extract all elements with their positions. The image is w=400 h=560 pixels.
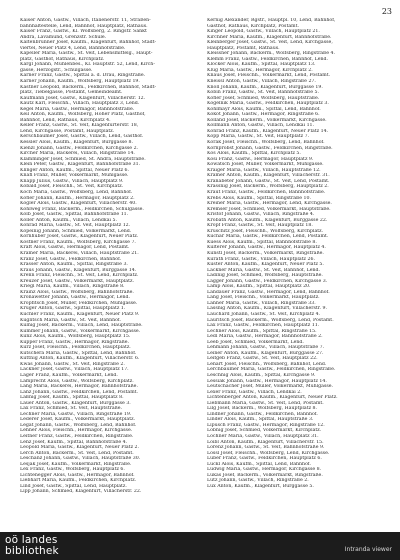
directory-entry: Kleinberger Josef, Gastw., St. Veit, Lend, Kirchgasse, bbox=[207, 40, 333, 46]
directory-entry: Kurath Franz, Gastw., Villach, Hauptplatz 26. bbox=[207, 256, 315, 262]
directory-entry: Kneissl Anton, Gastw., Villach, Ringstraße 27. bbox=[207, 79, 316, 85]
directory-entry: Kastner Leopold, Bäckerm., Feldkirchen, Bahnhof, Stadt- bbox=[20, 84, 157, 90]
directory-entry: Klein Peter, Gastw., Klagenfurt, Bahnhofstraße 31. bbox=[20, 162, 141, 168]
directory-entry: Lipusch Franz, Gastw., Hermagor, Ringstraße 12. bbox=[207, 422, 325, 428]
directory-entry: Kupper Franz, Gastw., Hermagor, Ringstraße. bbox=[20, 339, 130, 345]
directory-entry: Klamminger Josef, Schmied, St. Andrä, Hauptstraße. bbox=[20, 156, 146, 162]
directory-entry: Lassnig Anton, Kaufm., Klagenfurt, Villacherstr. 9. bbox=[207, 306, 327, 312]
directory-entry: Kuchler Franz, Kaufm., Klagenfurt, Neuer Platz 9. bbox=[20, 311, 140, 317]
directory-entry: Kessler Alois, Kaufm., Klagenfurt, Burggasse 8. bbox=[20, 140, 134, 146]
directory-entry: Andrä, Lavamünd, Grenzstr. Schule. bbox=[20, 34, 107, 40]
directory-entry: Legat Johann, Gastw., Wolfsberg, Lend, Bahnhof. bbox=[20, 422, 137, 428]
directory-entry: Kunz Alois, Kaufm., Wolfsberg, Hauptplatz 15. bbox=[20, 334, 131, 340]
directory-entry: Krassnig Josef, Bäckerm., Wolfsberg, Hauptplatz 2. bbox=[207, 184, 329, 190]
directory-entry: Kranabeter Johann, Gastw., St. Veit, Lend, Postamt. bbox=[207, 178, 330, 184]
directory-entry: Kaiser Franz, Gastw., Kl. Wolfsberg, 2. Ringstr. Sankt bbox=[20, 29, 147, 35]
directory-entry: Lobnig Josef, Schmied, Völkermarkt, Kirchplatz. bbox=[207, 428, 322, 434]
directory-entry: Lang Josef, Fleischh., Völkermarkt, Hauptplatz. bbox=[207, 295, 320, 301]
directory-entry: Gasthof, Rathaus, Kirchplatz, Postamt. bbox=[207, 23, 299, 29]
directory-entry: Lesjak Josef, Kaufm., Völkermarkt, Ringstraße. bbox=[20, 461, 132, 467]
directory-entry: Knapp Julius, Gastw., Villach, Hauptplatz 9. bbox=[20, 178, 124, 184]
directory-entry: Kogelnik Maria, Gastw., Feldkirchen, Hauptplatz 3. bbox=[207, 101, 329, 107]
directory-entry: Kleissner Johann, Bäckerm., Wolfsberg, Ringstraße 4. bbox=[207, 51, 335, 57]
directory-entry: Leopold Maria, Gastw., Klagenfurt, Neuer Platz 2. bbox=[20, 445, 139, 451]
directory-entry: Knoll Johann, Kaufm., Klagenfurt, Burggasse 19. bbox=[207, 84, 323, 90]
directory-entry: Lexer Franz, Gastw., Villach, Lendkai 2. bbox=[207, 389, 302, 395]
directory-entry: Lukas Josef, Bäckerm., Völkermarkt, Ringstraße. bbox=[207, 472, 323, 478]
directory-entry: Lauchard Johann, Gastw., St. Veit, Kirchplatz 4. bbox=[207, 311, 321, 317]
directory-entry: Lex Franz, Gastw., Wolfsberg, Hauptplatz 6. bbox=[20, 467, 125, 473]
directory-entry: Kropfitsch Josef, Müller, Feldkirchen, Mühlgasse. bbox=[20, 300, 138, 306]
directory-entry: Lax Franz, Schmied, St. Veit, Hauptstraße. bbox=[20, 406, 123, 412]
directory-entry: Kornhuber Josef, Gastw., Klagenfurt, Neuer Platz. bbox=[20, 234, 139, 240]
directory-entry: Kargl Johann, Mühlenbes., Kl. Hauptstr. 52, Lend, Kirch- bbox=[20, 62, 155, 68]
directory-entry: Kraus Johann, Gastw., Klagenfurt, Burggasse 14. bbox=[20, 267, 137, 273]
directory-entry: Krobath Anton, Kaufm., Klagenfurt, Burggasse 22. bbox=[207, 217, 328, 223]
directory-entry: Kummer Johann, Gastw., Völkermarkt, Kirchgasse. bbox=[20, 328, 141, 334]
library-logo[interactable] bbox=[5, 535, 59, 556]
directory-entry: Kruschitz Josef, Fleischh., Wolfsberg, Kirchplatz. bbox=[207, 228, 324, 234]
directory-entry: Lenz Josef, Kaufm., Spittal, Bahnhofstraße 4. bbox=[20, 439, 128, 445]
viewer-footer bbox=[0, 532, 400, 560]
directory-entry: Kolland Josef, Bäckerm., Völkermarkt, Kirchgasse. bbox=[207, 117, 327, 123]
directory-entry: Leschnig Alois, Kaufm., Spittal, Kirchgasse 9. bbox=[207, 373, 316, 378]
directory-entry: Kraiger Maria, Gastw., Villach, Hauptstraße 12. bbox=[207, 167, 321, 173]
directory-entry: Lanz Johann, Gastw., Feldkirchen, Lend, Postamt. bbox=[20, 389, 139, 395]
directory-entry: Lend, Kirchgasse, Postamt, Hauptplatz. bbox=[20, 128, 115, 134]
directory-entry: Linder Alois, Kaufm., Spittal, Hauptstraße 3. bbox=[207, 417, 314, 423]
directory-entry: Hauptplatz, Postamt, Rathaus. bbox=[207, 45, 280, 51]
directory-entry: Kautz Karl, Fleischh., Villach, Hauptplatz 3, Lend. bbox=[20, 101, 140, 107]
directory-entry: Kriegl Maria, Kaufm., Villach, Ringstraße 8. bbox=[20, 284, 125, 290]
directory-entry: Karner Johann, Kaufm., Wolfsberg, Hauptplatz 19. bbox=[20, 79, 140, 85]
directory-entry: Lückl Alois, Kaufm., Spittal, Lend, Bahnhof. bbox=[207, 461, 311, 467]
directory-entry: Kwas Johann, Gastw., St. Veit, Ringstraße 2. bbox=[20, 361, 125, 367]
directory-entry: gasse, Herzogstr., Schulgasse. bbox=[20, 67, 93, 73]
directory-entry: Lechner Maria, Gastw., Villach, Ringstraße 19. bbox=[20, 411, 132, 417]
directory-entry: Kronawetter Johann, Gastw., Hermagor, Lend. bbox=[20, 295, 130, 301]
directory-entry: Klocker Alois, Kaufm., Spittal, Hauptplatz 13. bbox=[207, 62, 316, 68]
directory-entry: Kunstl Josef, Bäckerm., Völkermarkt, Ringstraße. bbox=[207, 250, 324, 256]
directory-entry: Lamprecht Alois, Gastw., Wolfsberg, Kirchplatz. bbox=[20, 378, 134, 384]
directory-entry: Krainz Alois, Gastw., Wolfsberg, Bahnhofstraße. bbox=[20, 289, 134, 295]
directory-entry: Leiner Anton, Kaufm., Klagenfurt, Burggasse 27. bbox=[207, 350, 324, 356]
directory-entry: Kapeller Maria, Gastw., St. Veit, Lebensmittelg., Haupt- bbox=[20, 51, 153, 57]
directory-entry: Keil Anton, Kaufm., Wolfsberg, Hoher Platz, Gasthof, bbox=[20, 112, 146, 118]
directory-entry: Leitner Franz, Gastw., Feldkirchen, Ringstraße. bbox=[20, 434, 134, 440]
directory-entry: Kornprobst Johann, Gastw., Feldkirchen, Ringstraße. bbox=[207, 145, 333, 151]
directory-entry: Leeb Josef, Schmied, Völkermarkt, Lend. bbox=[207, 339, 304, 345]
directory-entry: Lax Franz, Gastw., Feldkirchen, Hauptplatz 11. bbox=[207, 323, 320, 329]
directory-entry: Kegel Maria, Gastw., Hermagor, Bahnhofstraße. bbox=[20, 106, 135, 112]
directory-entry: Kollmann Anton, Gastw., Villach, Lendkai 11. bbox=[207, 123, 315, 129]
directory-entry: Kosi Franz, Gastw., Hermagor, Hauptplatz 9. bbox=[207, 156, 314, 162]
directory-entry: Landauer Franz, Gastw., Hermagor, Lend, Bahnhof. bbox=[207, 289, 330, 295]
directory-entry: Kos Alois, Kaufm., Spittal, Kirchplatz 5. bbox=[207, 151, 301, 157]
directory-entry: Kowatsch Josef, Müller, Völkermarkt, Mühlgasse. bbox=[207, 162, 324, 168]
directory-entry: Leschanz Johann, Gastw., Villach, Hauptstraße 30. bbox=[20, 456, 141, 462]
directory-entry: Kreiner Maria, Gastw., Hermagor, Lend, Kirchgasse. bbox=[207, 201, 332, 207]
directory-entry: Kokot Johann, Gastw., Hermagor, Ringstraße 6. bbox=[207, 112, 320, 118]
directory-entry: Klug Maria, Gastw., Hermagor, Kirchplatz 2. bbox=[207, 67, 313, 73]
directory-entry: Ledl Maria, Gastw., Hermagor, Bahnhofstraße 2. bbox=[207, 334, 323, 340]
directory-entry: Lorenz Johann, Gastw., St. Veit, Bahnhofstraße 9. bbox=[207, 445, 325, 451]
directory-entry: Leutschacher Josef, Müller, Völkermarkt, Mühlgasse. bbox=[207, 384, 334, 390]
directory-entry: Kobin Franz, Gastw., St. Veit, Bahnhofstraße 5. bbox=[207, 90, 319, 96]
directory-entry: Kaiser Anton, Gastw., Villach, Italienerstr. 11, Straßen- bbox=[20, 18, 151, 23]
directory-entry: Lackner Josef, Gastw., Villach, Hauptplatz 17. bbox=[20, 367, 129, 373]
directory-entry: Lederer Josef, Kaufm., Völkermarkt, Hauptplatz. bbox=[20, 417, 136, 423]
directory-entry: Lilg Josef, Bäckerm., Wolfsberg, Hauptplatz 8. bbox=[207, 406, 318, 412]
directory-entry: Klinger Anton, Kaufm., Spittal, Neuer Platz 6. bbox=[20, 167, 130, 173]
directory-entry: Lessiak Johann, Gastw., Hermagor, Hauptplatz 14. bbox=[207, 378, 327, 384]
viewer-label[interactable]: Intranda viewer bbox=[344, 546, 392, 553]
directory-entry: Kristof Johann, Gastw., Villach, Ringstraße 4. bbox=[207, 212, 315, 218]
directory-entry: Lenart Josef, Fleischh., Wolfsberg, Bahnhof, Lend. bbox=[207, 361, 327, 367]
directory-entry: platz, Tiebelgasse, Postamt, Gemeindeamt. bbox=[20, 90, 123, 96]
directory-entry: Lochner Maria, Gastw., Villach, Hauptplatz 31. bbox=[207, 434, 319, 440]
directory-entry: Kohlweg Franz, Bäckerm., Feldkirchen, Schulgasse. bbox=[20, 206, 144, 212]
directory-entry: Lager Franz, Kaufm., Völkermarkt, Lend. bbox=[20, 373, 118, 378]
directory-entry: Kohlmayr Alois, Kaufm., Spittal, Lend, Bahnhof. bbox=[207, 106, 321, 112]
directory-entry: Lamp Alois, Kaufm., Spittal, Hauptplatz 20. bbox=[207, 284, 311, 290]
directory-entry: Kurz Josef, Fleischh., Feldkirchen, Hauptplatz. bbox=[20, 345, 131, 351]
directory-entry: Lössl Josef, Fleischh., Wolfsberg, Lend, Kirchgasse. bbox=[207, 450, 330, 456]
directory-entry: platz, Gasthof, Rathaus, Kirchplatz. bbox=[20, 56, 105, 62]
directory-entry: Kuess Alois, Kaufm., Spittal, Bahnhofstraße 8. bbox=[207, 239, 317, 245]
directory-entry: Laßnig Josef, Kaufm., Spittal, Hauptplatz 8. bbox=[20, 395, 124, 401]
directory-entry: viertel, Neuer Platz 4, Lend, Bahnhofstraße. bbox=[20, 45, 126, 51]
directory-entry: bahnhaltestelle, Lend, Bahnhof, Hauptplatz, Rathaus. bbox=[20, 23, 148, 29]
directory-entry: Kuster Anton, Kaufm., Klagenfurt, Neuer Platz 5. bbox=[207, 262, 324, 268]
logo-line-2: bibliothek bbox=[5, 544, 59, 557]
directory-entry: Lauritsch Josef, Bäckerm., Wolfsberg, Lend, Postamt. bbox=[207, 317, 334, 323]
directory-entry: Kinger Leopold, Gastw., Villach, Hauptplatz 21. bbox=[207, 29, 320, 35]
directory-entry: Keller Franz, Gastw., St. Veit, Klagenfurterstr. 18, bbox=[20, 123, 139, 129]
directory-entry: Lind Josef, Gastw., Spittal, Lend, Hauptplatz. bbox=[20, 483, 127, 489]
directory-entry: Kraut Franz, Gastw., Feldkirchen, Bahnhofstraße. bbox=[207, 189, 326, 195]
directory-entry: Krebs Alois, Kaufm., Spittal, Ringstraße 10. bbox=[207, 195, 311, 201]
directory-entry: Lerch Anton, Bäckerm., St. Veit, Lend, Postamt. bbox=[20, 450, 134, 456]
directory-entry: Kaltenbrunner Josef, Kaufm., Klagenfurt, Bahnhof, Stadt- bbox=[20, 40, 157, 46]
directory-entry: Kranz Josef, Gastw., Feldkirchen, Bahnhof. bbox=[20, 256, 122, 262]
directory-entry: Lux Anton, Kaufm., Klagenfurt, Burggasse 5. bbox=[207, 483, 314, 489]
directory-entry: Lichtenberger Anton, Kaufm., Klagenfurt, Neuer Platz. bbox=[207, 395, 338, 401]
directory-entry: Lagger Johann, Gastw., Feldkirchen, Kirchgasse 3. bbox=[207, 278, 328, 284]
directory-entry: Kernig Alexander, Rgstr., Hauptpl. 10, Lend, Bahnhof, bbox=[207, 18, 336, 23]
directory-entry: Konrad Franz, Kaufm., Klagenfurt, Neuer Platz 14. bbox=[207, 128, 329, 134]
directory-entry: Kobald Josef, Fleischh., St. Veit, Kirchplatz. bbox=[20, 184, 124, 190]
directory-entry: Lehner Alois, Fleischh., Hermagor, Kirchgasse. bbox=[20, 428, 133, 434]
directory-entry: Lang Maria, Bäckerei, Hermagor, Bahnhofstraße. bbox=[20, 384, 138, 390]
directory-entry: Kramer Maria, Bäckerei, Villach, Hauptstraße 21. bbox=[20, 250, 139, 256]
directory-entry: Kofler Johann, Kaufm., Hermagor, Hauptplatz 2. bbox=[20, 195, 135, 201]
directory-entry: Kruger Anton, Gastw., Spittal, Hauptplatz 1. bbox=[20, 306, 126, 312]
directory-entry: Knaus Josef, Fleischh., Völkermarkt, Lend, Postamt. bbox=[207, 73, 331, 79]
directory-entry: Klemm Franz, Gastw., Feldkirchen, Bahnhof, Lend. bbox=[207, 56, 328, 62]
directory-entry: Krasser Anton, Kaufm., Spittal, Ringstraße 3. bbox=[20, 262, 128, 268]
directory-entry: Liebmann Maria, Gastw., St. Veit, Lend, Postamt. bbox=[207, 400, 324, 406]
directory-entry: Koch Maria, Gastw., Wolfsberg, Lend, Bahnhof. bbox=[20, 189, 133, 195]
directory-entry: Lindner Johann, Gastw., Feldkirchen, Bahnhof. bbox=[207, 411, 318, 417]
directory-entry: Kofler Josef, Schmied, Wolfsberg, Hauptstraße. bbox=[207, 95, 320, 101]
directory-entry: Kramer Anton, Kaufm., Klagenfurt, Villacherstr. 31. bbox=[207, 173, 330, 179]
directory-entry: Luber Franz, Gastw., Feldkirchen, Hauptplatz 6. bbox=[207, 456, 322, 462]
directory-entry: Kuglitsch Maria, Gastw., St. Veit, Bahnhof. bbox=[20, 317, 122, 323]
directory-entry: Kogler Alois, Gastw., Klagenfurt, Villacherstr. 40. bbox=[20, 201, 137, 207]
directory-entry: Lutz Johann, Gastw., Villach, Ringstraße 2. bbox=[207, 478, 309, 484]
directory-entry: Ladinig Josef, Schmied, Wolfsberg, Hauptstraße. bbox=[207, 273, 323, 279]
directory-entry: Lauer Anton, Gastw., Klagenfurt, Burggasse 3. bbox=[20, 400, 131, 406]
directory-entry: Kutschera Maria, Gastw., Spittal, Lend, Bahnhof. bbox=[20, 350, 137, 356]
directory-entry: Kraft Alois, Gastw., Hermagor, Lend, Postamt. bbox=[20, 245, 130, 251]
directory-entry: Kerschbaumer Josef, Gastw., Villach, Lend, Gasthof. bbox=[20, 134, 144, 140]
directory-entry: Kuttnig Anton, Kaufm., Klagenfurt, Villacherstr. 6. bbox=[20, 356, 140, 362]
directory-entry: Bahnhof, Lend, Rathaus, Kirchplatz 4. bbox=[20, 117, 111, 123]
directory-entry: Kuchar Maria, Gastw., Feldkirchen, Lend, Postamt. bbox=[207, 234, 329, 240]
directory-entry: Kulnig Josef, Bäckerm., Villach, Lend, Hauptstraße. bbox=[20, 323, 143, 329]
directory-entry: Lipp Johann, Schmied, Klagenfurt, Villacherstr. 22. bbox=[20, 489, 142, 495]
right-column bbox=[207, 18, 385, 489]
directory-entry: Kirchner Maria, Kaufm., Klagenfurt, Bahnhofstraße. bbox=[207, 34, 332, 40]
directory-entry: Kopp Maria, Gastw., St. Veit, Hauptplatz 7. bbox=[207, 134, 310, 140]
logo-line-1: oö landes bbox=[5, 534, 58, 546]
directory-entry: Lichtenegger Alois, Gastw., Hermagor, Bahnhof. bbox=[20, 472, 135, 478]
directory-entry: Kaufmann Josef, Gastw., Klagenfurt, Villacherstr. 12. bbox=[20, 95, 146, 101]
directory-entry: Kopeinig Johann, Schmied, Völkermarkt, Lend. bbox=[20, 228, 132, 234]
directory-entry: Knafl Franz, Müller, Völkermarkt, Mühlgasse. bbox=[20, 173, 129, 179]
directory-entry: Lackner Maria, Gastw., St. Veit, Bahnhof, Lend. bbox=[207, 267, 320, 273]
directory-entry: Krenn Franz, Fleischh., St. Veit, Lend, Kirchplatz. bbox=[20, 273, 139, 279]
directory-entry: Koller Anton, Kaufm., Villach, Lendkai 5. bbox=[20, 217, 117, 223]
page-number: 23 bbox=[381, 7, 392, 16]
directory-entry: Karner Franz, Gastw., Spittal a. d. Drau, Ringstraße. bbox=[20, 73, 146, 79]
directory-entry: Lehmann Johann, Gastw., Villach, Hauptstraße 7. bbox=[207, 345, 325, 351]
directory-entry: Kulterer Johann, Gastw., Hermagor, Hauptplatz 4. bbox=[207, 245, 326, 251]
directory-entry: Lanner Maria, Gastw., Villach, Ringstraße 33. bbox=[207, 300, 316, 306]
directory-entry: Leitgeb Franz, Gastw., St. Veit, Hauptplatz 22. bbox=[207, 356, 318, 362]
directory-entry: Lerchbaumer Maria, Gastw., Feldkirchen, Ringstraße. bbox=[207, 367, 336, 373]
directory-entry: Lechner Alois, Kaufm., Spittal, Ringstraße 15. bbox=[207, 328, 317, 334]
left-column bbox=[20, 18, 198, 495]
directory-entry: Kreuzer Josef, Gastw., Völkermarkt, Hauptplatz. bbox=[20, 278, 134, 284]
directory-entry: Kolb Josef, Gastw., Spittal, Bahnhofstraße 11. bbox=[20, 212, 129, 218]
directory-entry: Kostner Franz, Kaufm., Wolfsberg, Kirchgasse 7. bbox=[20, 239, 136, 245]
directory-entry: Kircher Maria, Bäckerei, Villach, Ringstraße 14. bbox=[20, 151, 135, 157]
directory-entry: Loibl Anton, Kaufm., Klagenfurt, Villacherstr. 15. bbox=[207, 439, 324, 445]
directory-entry: Ludwig Maria, Gastw., Hermagor, Kirchgasse 8. bbox=[207, 467, 322, 473]
directory-entry: Liebhart Maria, Kaufm., Feldkirchen, Kirchplatz. bbox=[20, 478, 137, 484]
directory-entry: Konrad Maria, Gastw., St. Veit, Hauptplatz 12. bbox=[20, 223, 131, 229]
directory-entry: Kremser Josef, Schmied, Völkermarkt, Hauptstraße. bbox=[207, 206, 331, 212]
directory-entry: Kienzl Johann, Gastw., Feldkirchen, Kirchgasse 2. bbox=[20, 145, 139, 151]
directory-entry: Korak Josef, Fleischh., Wolfsberg, Lend, Bahnhof. bbox=[207, 140, 325, 146]
directory-entry: Kropf Franz, Gastw., St. Veit, Hauptplatz 18. bbox=[207, 223, 313, 229]
